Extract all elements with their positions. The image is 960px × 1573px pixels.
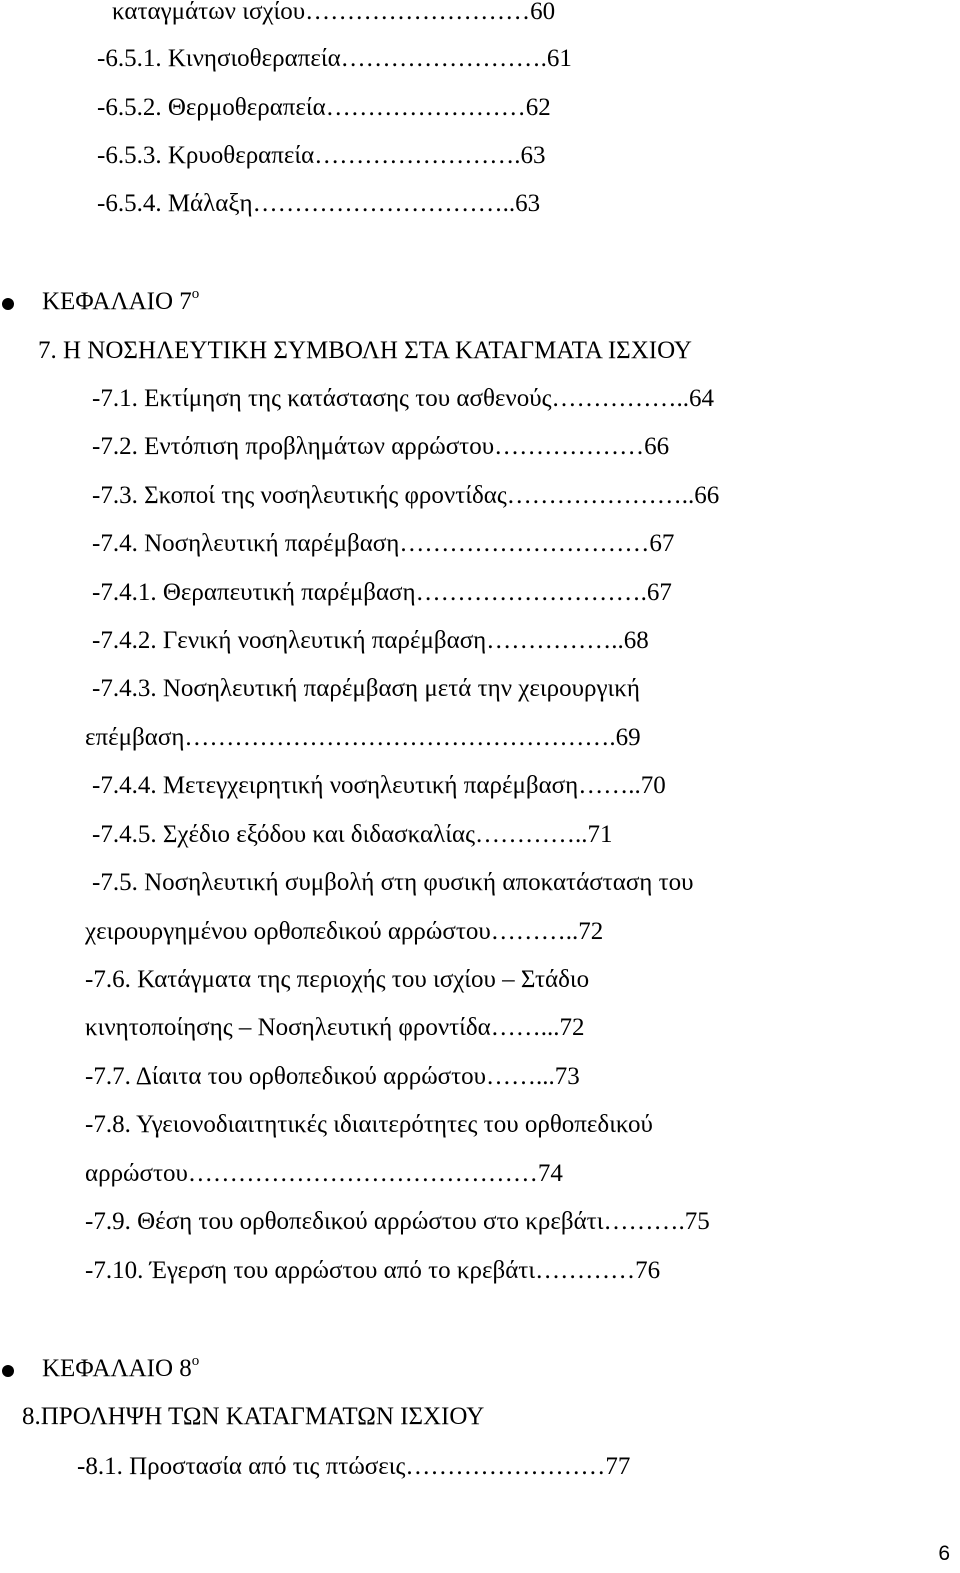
toc-entry: -7.4.1. Θεραπευτική παρέμβαση……………………….67 [92, 579, 672, 606]
toc-entry: -7.2. Εντόπιση προβλημάτων αρρώστου………………66 [92, 433, 670, 460]
toc-entry: αρρώστου……………………………………74 [85, 1160, 563, 1187]
toc-entry: -6.5.3. Κρυοθεραπεία…………………….63 [97, 142, 546, 169]
toc-entry: χειρουργημένου ορθοπεδικού αρρώστου………..72 [85, 918, 604, 945]
toc-entry: -7.9. Θέση του ορθοπεδικού αρρώστου στο κρεβάτι……….75 [85, 1208, 710, 1235]
toc-entry: -7.10. Έγερση του αρρώστου από το κρεβάτι…………76 [85, 1257, 661, 1284]
toc-entry: -8.1. Προστασία από τις πτώσεις……………………77 [77, 1453, 631, 1480]
toc-entry: -7.3. Σκοποί της νοσηλευτικής φροντίδας…………………..66 [92, 482, 720, 509]
toc-entry: -7.4.2. Γενική νοσηλευτική παρέμβαση……………..68 [92, 627, 649, 654]
page-number: 6 [938, 1542, 950, 1565]
bullet-icon [2, 1365, 14, 1377]
chapter-7-heading: ΚΕΦΑΛΑΙΟ $7^o$ [42, 286, 200, 315]
toc-entry: -7.1. Εκτίμηση της κατάστασης του ασθενούς……………..64 [92, 385, 715, 412]
chapter-7-title: 7. Η ΝΟΣΗΛΕΥΤΙΚΗ ΣΥΜΒΟΛΗ ΣΤΑ ΚΑΤΑΓΜΑΤΑ ΙΣΧΙΟΥ [38, 337, 692, 364]
toc-entry: κινητοποίησης – Νοσηλευτική φροντίδα……...72 [85, 1014, 585, 1041]
toc-entry: -7.4.5. Σχέδιο εξόδου και διδασκαλίας…………..71 [92, 821, 613, 848]
toc-entry: καταγμάτων ισχίου………………………60 [112, 0, 556, 25]
bullet-icon [2, 298, 14, 310]
toc-entry: -7.6. Κατάγματα της περιοχής του ισχίου – Στάδιο [85, 966, 590, 993]
toc-entry: -7.7. Δίαιτα του ορθοπεδικού αρρώστου……...73 [85, 1063, 580, 1090]
toc-entry: επέμβαση…………………………………………….69 [85, 724, 641, 751]
chapter-8-title: 8.ΠΡΟΛΗΨΗ ΤΩΝ ΚΑΤΑΓΜΑΤΩΝ ΙΣΧΙΟΥ [22, 1403, 485, 1430]
toc-entry: -6.5.1. Κινησιοθεραπεία…………………….61 [97, 45, 572, 72]
toc-entry: -7.5. Νοσηλευτική συμβολή στη φυσική αποκατάσταση του [92, 869, 694, 896]
toc-entry: -7.8. Υγειονοδιαιτητικές ιδιαιτερότητες του ορθοπεδικού [85, 1111, 653, 1138]
toc-entry: -6.5.2. Θερμοθεραπεία……………………62 [97, 94, 551, 121]
chapter-8-heading: ΚΕΦΑΛΑΙΟ $8^o$ [42, 1353, 200, 1382]
toc-entry: -7.4.3. Νοσηλευτική παρέμβαση μετά την χειρουργική [92, 675, 640, 702]
toc-entry: -6.5.4. Μάλαξη…………………………..63 [97, 190, 541, 217]
toc-entry: -7.4. Νοσηλευτική παρέμβαση…………………………67 [92, 530, 675, 557]
toc-entry: -7.4.4. Μετεγχειρητική νοσηλευτική παρέμβαση……..70 [92, 772, 666, 799]
